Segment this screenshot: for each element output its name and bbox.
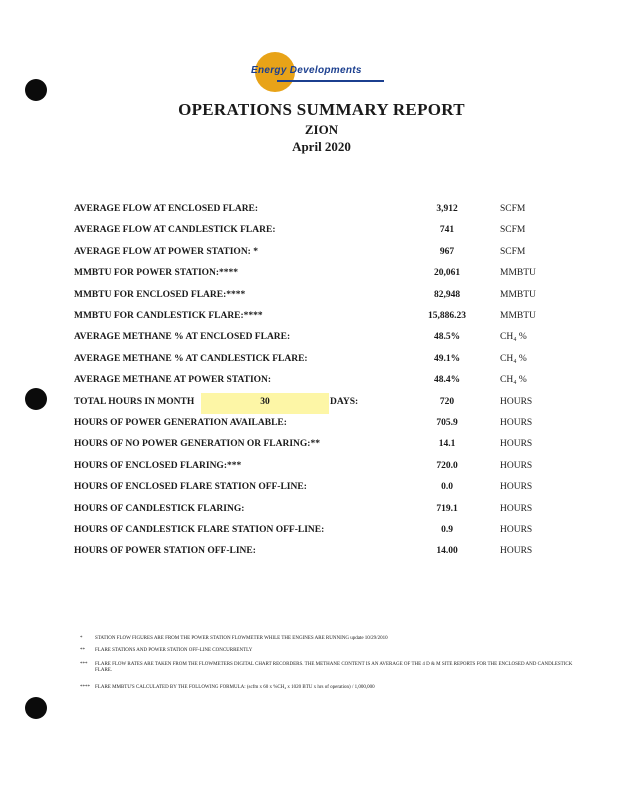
row-unit: HOURS (500, 525, 533, 535)
summary-row (0, 415, 643, 433)
company-logo (249, 52, 389, 92)
days-label: DAYS: (330, 396, 359, 407)
row-unit: HOURS (500, 418, 533, 428)
row-value: 967 (439, 246, 455, 257)
summary-row (0, 308, 643, 326)
summary-row (0, 222, 643, 240)
row-unit: HOURS (500, 482, 533, 493)
row-unit: HOURS (500, 546, 533, 557)
summary-row (0, 522, 643, 540)
row-value: 720.0 (436, 460, 458, 471)
row-value: 14.1 (438, 439, 456, 450)
row-label: HOURS OF ENCLOSED FLARING:*** (74, 460, 242, 471)
row-unit: HOURS (500, 439, 533, 450)
row-unit: HOURS (500, 396, 533, 407)
summary-row (0, 265, 643, 283)
footnote-text: FLARE FLOW RATES ARE TAKEN FROM THE FLOWMETERS DIGITAL CHART RECORDERS. THE METHANE CONTENT IS AN AVERAGE OF THE 4 D & M SITE REPORTS FOR THE ENCLOSED AND CANDLESTICK FLARE. (95, 662, 573, 673)
row-value: 0.9 (441, 525, 453, 535)
row-label: TOTAL HOURS IN MONTH (74, 396, 195, 407)
row-label: AVERAGE FLOW AT POWER STATION: * (74, 246, 258, 257)
row-label: AVERAGE METHANE AT POWER STATION: (74, 375, 272, 386)
row-value: 14.00 (436, 546, 458, 557)
footnote-text: FLARE MMBTU'S CALCULATED BY THE FOLLOWING FORMULA: (scfm x 60 x %CH₄ x 1020 BTU x hrs of operation) / 1,000,000 (95, 685, 375, 690)
footnote-text: STATION FLOW FIGURES ARE FROM THE POWER STATION FLOWMETER WHILE THE ENGINES ARE RUNNING update 10/29/2010 (95, 636, 388, 641)
row-label: AVERAGE FLOW AT CANDLESTICK FLARE: (74, 225, 276, 236)
footnote-marker: ** (80, 648, 85, 653)
row-value: 741 (439, 225, 455, 236)
report-period: April 2020 (292, 139, 351, 154)
summary-row (0, 394, 643, 412)
row-value: 720 (439, 396, 455, 407)
row-value: 705.9 (436, 418, 458, 428)
summary-row (0, 543, 643, 561)
summary-row (0, 244, 643, 262)
footnote-marker: *** (80, 662, 88, 667)
summary-row (0, 201, 643, 219)
row-label: HOURS OF ENCLOSED FLARE STATION OFF-LINE: (74, 482, 307, 493)
row-unit: HOURS (500, 503, 533, 514)
punch-hole (25, 697, 47, 719)
summary-row (0, 479, 643, 497)
row-label: MMBTU FOR CANDLESTICK FLARE:**** (74, 311, 263, 321)
row-label: AVERAGE FLOW AT ENCLOSED FLARE: (74, 204, 259, 214)
row-value: 48.5% (433, 332, 461, 343)
row-unit: SCFM (500, 225, 526, 236)
row-value: 3,912 (436, 204, 458, 214)
row-label: MMBTU FOR ENCLOSED FLARE:**** (74, 289, 246, 300)
footnote-marker: * (80, 636, 83, 641)
summary-row (0, 436, 643, 454)
summary-row (0, 329, 643, 347)
row-value: 48.4% (433, 375, 461, 386)
summary-row (0, 372, 643, 390)
summary-row (0, 351, 643, 369)
row-unit: MMBTU (500, 311, 536, 321)
logo-underline (277, 80, 384, 82)
row-unit: SCFM (500, 246, 526, 257)
footnote-text: FLARE STATIONS AND POWER STATION OFF-LINE CONCURRENTLY (95, 648, 253, 653)
summary-row (0, 501, 643, 519)
row-label: AVERAGE METHANE % AT CANDLESTICK FLARE: (74, 353, 308, 364)
footnote-marker: **** (80, 685, 90, 690)
row-value: 719.1 (436, 503, 458, 514)
row-value: 82,948 (433, 289, 461, 300)
row-value: 20,061 (433, 268, 461, 279)
row-unit: CH₄ % (500, 375, 527, 386)
site-name: ZION (304, 122, 339, 137)
summary-row (0, 458, 643, 476)
row-label: MMBTU FOR POWER STATION:**** (74, 268, 239, 279)
row-unit: SCFM (500, 204, 526, 214)
row-value: 15,886.23 (428, 311, 466, 321)
row-unit: MMBTU (500, 268, 536, 279)
logo-text: Energy Developments (251, 65, 362, 76)
row-unit: MMBTU (500, 289, 536, 300)
row-label: HOURS OF CANDLESTICK FLARING: (74, 503, 245, 514)
row-label: AVERAGE METHANE % AT ENCLOSED FLARE: (74, 332, 291, 343)
report-title: OPERATIONS SUMMARY REPORT (178, 100, 465, 119)
row-label: HOURS OF NO POWER GENERATION OR FLARING:** (74, 439, 320, 450)
row-unit: HOURS (500, 460, 533, 471)
row-unit: CH₄ % (500, 353, 527, 364)
punch-hole (25, 79, 47, 101)
row-label: HOURS OF CANDLESTICK FLARE STATION OFF-LINE: (74, 525, 325, 535)
row-value: 49.1% (433, 353, 461, 364)
row-label: HOURS OF POWER STATION OFF-LINE: (74, 546, 256, 557)
row-label: HOURS OF POWER GENERATION AVAILABLE: (74, 418, 287, 428)
month-days-value: 30 (260, 396, 270, 407)
summary-row (0, 287, 643, 305)
row-unit: CH₄ % (500, 332, 527, 343)
row-value: 0.0 (441, 482, 453, 493)
